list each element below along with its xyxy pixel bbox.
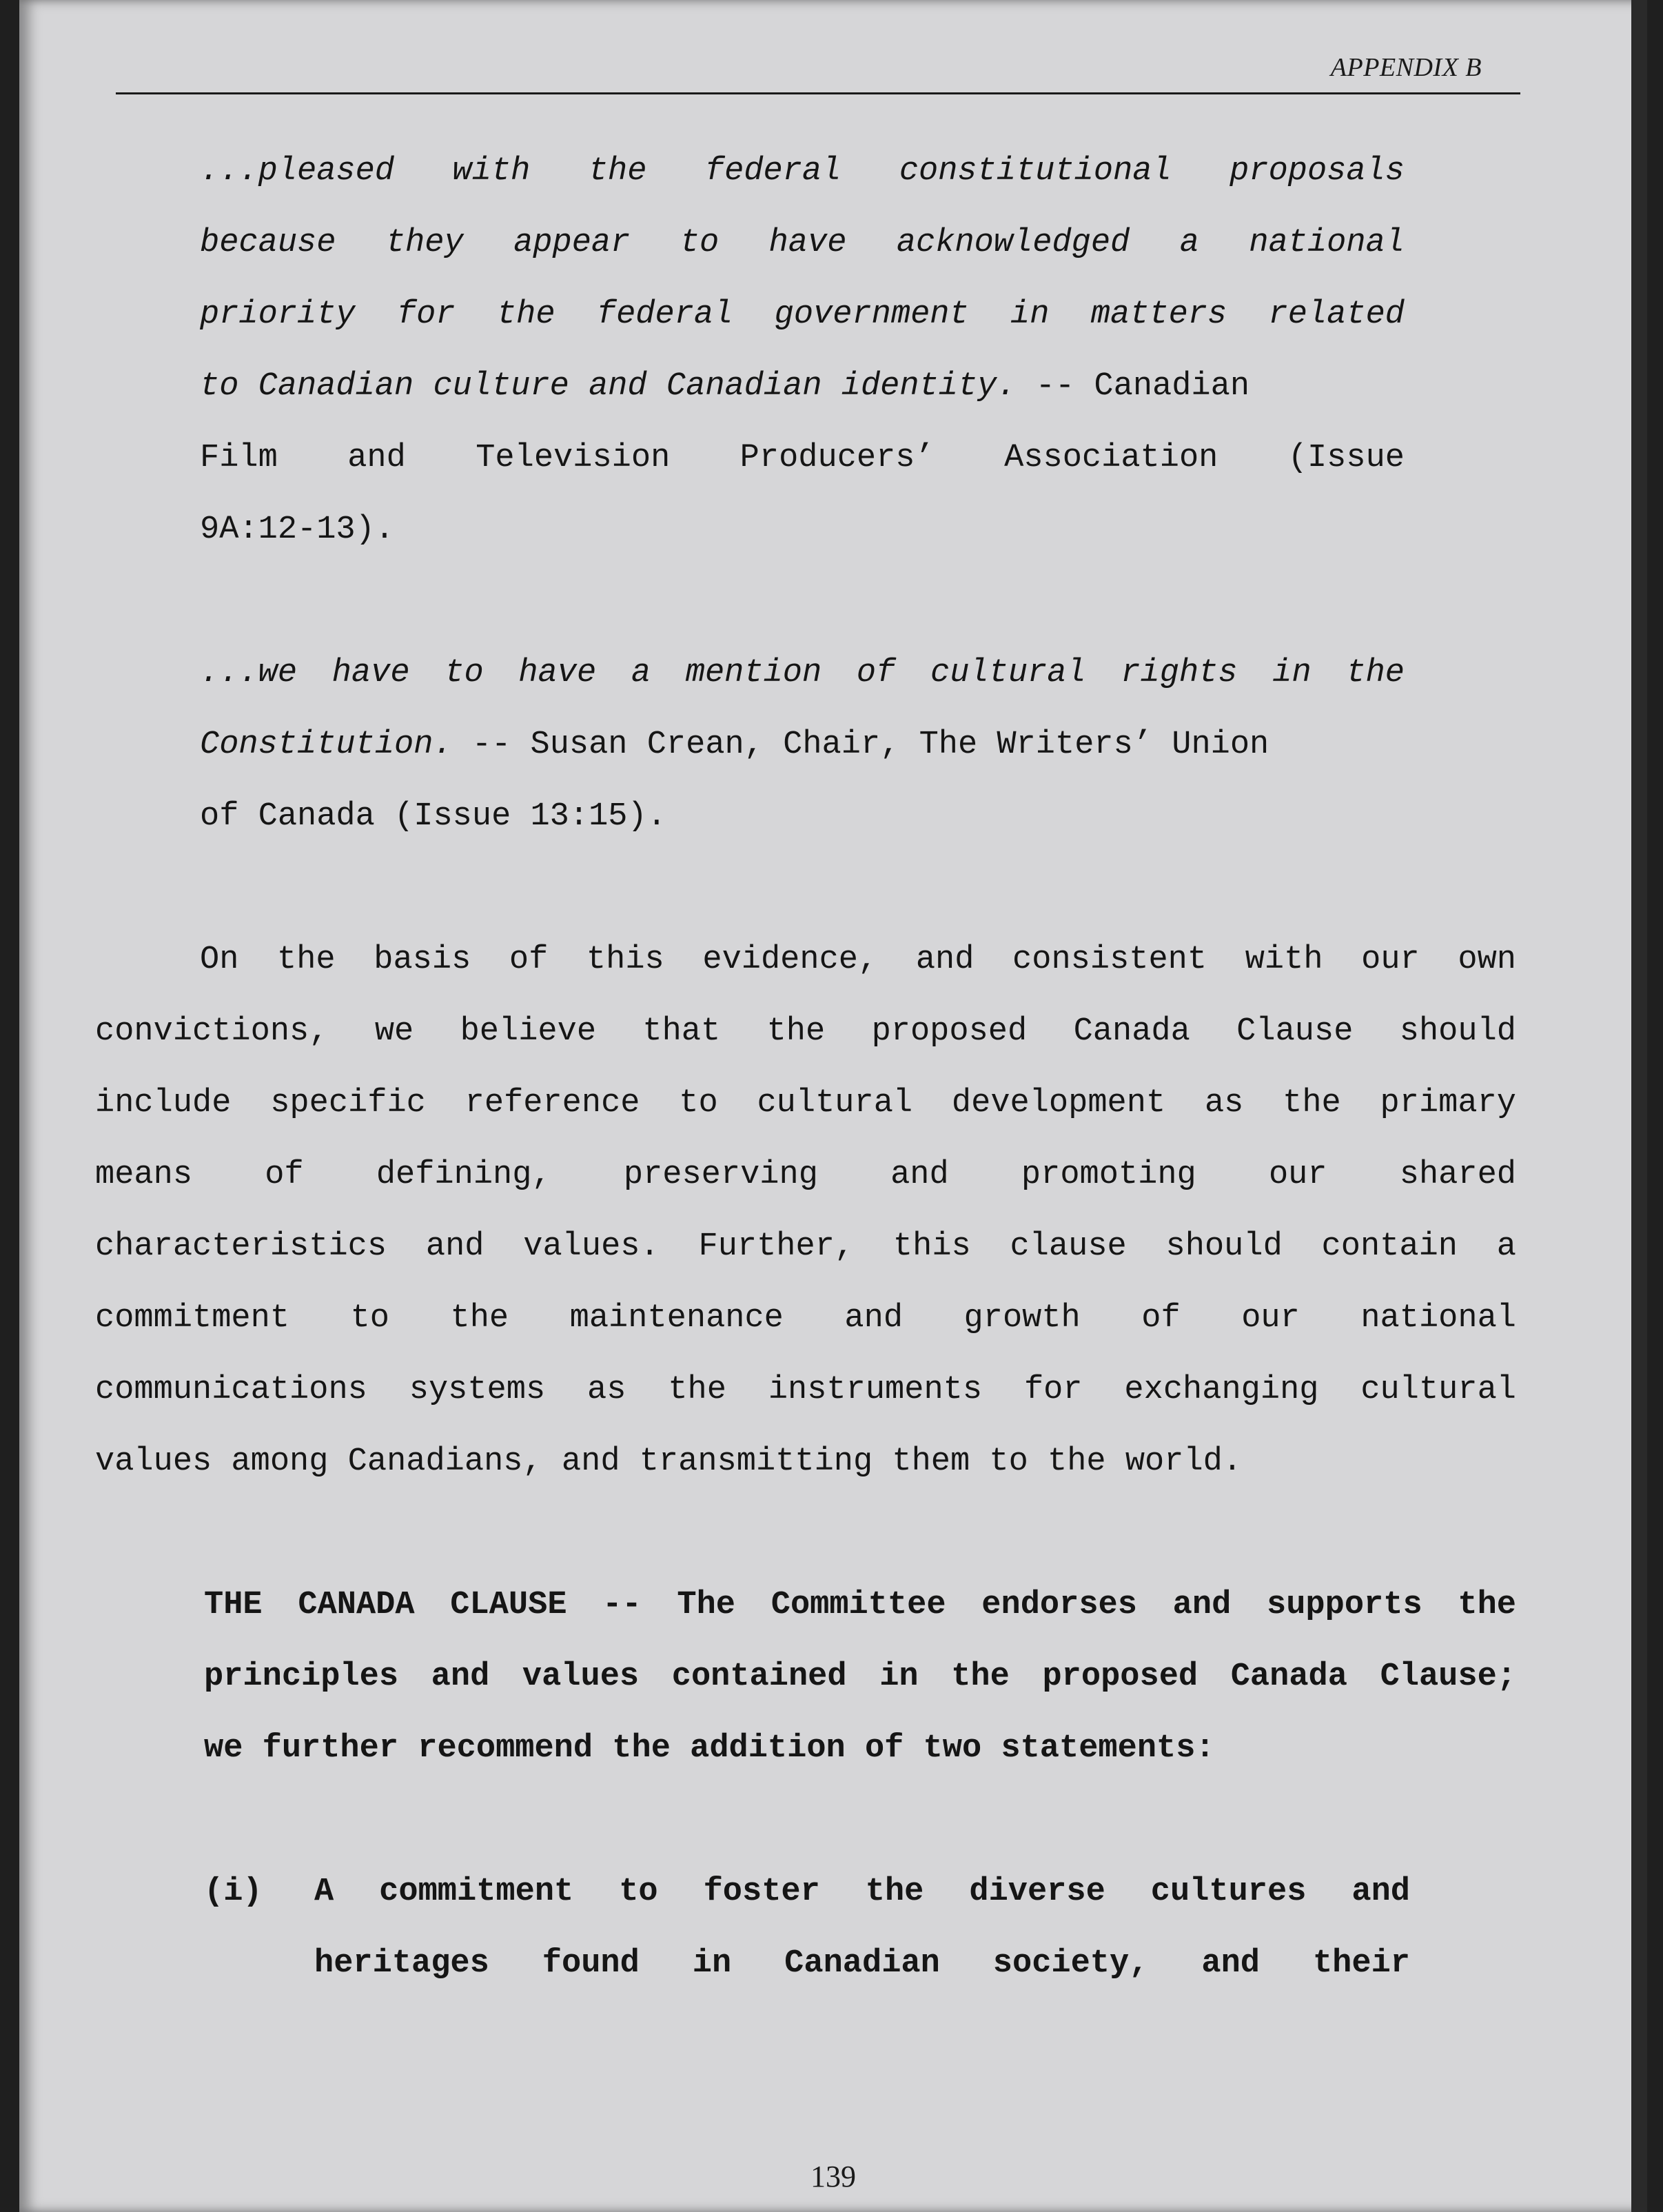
quote-text: to Canadian culture and Canadian identity. xyxy=(200,368,1017,405)
quote-line: priority for the federal government in matters related xyxy=(200,296,1405,333)
paragraph-line: On the basis of this evidence, and consistent with our own xyxy=(200,942,1516,978)
quote-attribution: -- Canadian xyxy=(1016,368,1250,405)
list-item-marker: (i) xyxy=(204,1874,263,1910)
list-item-line: heritages found in Canadian society, and their xyxy=(314,1945,1410,1982)
recommendation-line: we further recommend the addition of two statements: xyxy=(204,1730,1215,1767)
recommendation-line: principles and values contained in the proposed Canada Clause; xyxy=(204,1658,1516,1695)
page-edge xyxy=(1631,0,1647,2212)
paragraph-line: values among Canadians, and transmitting them to the world. xyxy=(95,1443,1243,1480)
page-number: 139 xyxy=(810,2160,856,2193)
paragraph-line: means of defining, preserving and promoting our shared xyxy=(95,1157,1516,1193)
quote-citation: of Canada (Issue 13:15). xyxy=(200,798,666,835)
quote-citation: 9A:12-13). xyxy=(200,511,395,548)
paragraph-line: convictions, we believe that the proposed Canada Clause should xyxy=(95,1013,1516,1050)
paragraph-line: commitment to the maintenance and growth of our national xyxy=(95,1300,1516,1337)
quote-line-mixed xyxy=(200,727,1269,763)
header-rule xyxy=(116,92,1520,94)
quote-line-mixed xyxy=(200,368,1249,405)
quote-text: Constitution. xyxy=(200,727,453,763)
paragraph-line: include specific reference to cultural development as the primary xyxy=(95,1085,1516,1122)
list-item-line: A commitment to foster the diverse cultures and xyxy=(314,1874,1410,1910)
paragraph-line: communications systems as the instruments for exchanging cultural xyxy=(95,1372,1516,1408)
paragraph-line: characteristics and values. Further, this clause should contain a xyxy=(95,1228,1516,1265)
running-head: APPENDIX B xyxy=(1330,53,1482,82)
quote-attribution: Film and Television Producers’ Association (Issue xyxy=(200,440,1405,476)
quote-line: ...we have to have a mention of cultural rights in the xyxy=(200,655,1405,691)
quote-line: because they appear to have acknowledged a national xyxy=(200,225,1405,261)
recommendation-line: THE CANADA CLAUSE -- The Committee endorses and supports the xyxy=(204,1587,1516,1623)
quote-attribution: -- Susan Crean, Chair, The Writers’ Union xyxy=(452,727,1269,763)
document-page xyxy=(19,0,1647,2212)
quote-line: ...pleased with the federal constitutional proposals xyxy=(200,153,1405,190)
